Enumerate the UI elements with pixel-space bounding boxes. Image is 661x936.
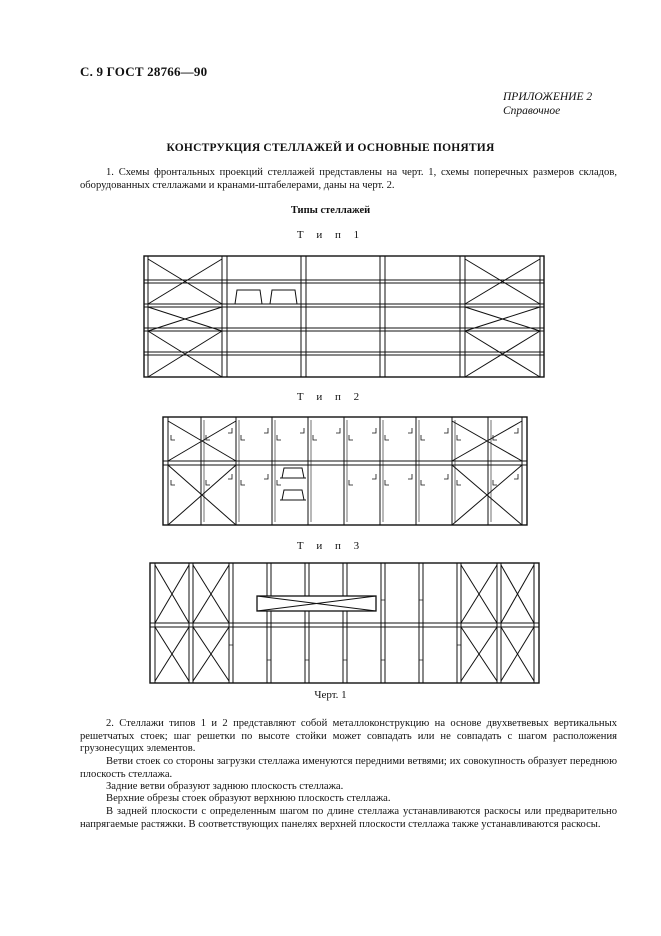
rack-type2-diagram: [163, 417, 527, 525]
paragraph-6: В задней плоскости с определенным шагом по длине стеллажа устанавливаются раскосы или предварительно напрягаемые растяжки. В соответствующих панелях верхней плоскости стеллажа также устанавливаются раскосы.: [80, 806, 617, 830]
figure-subtitle: Типы стеллажей: [290, 205, 371, 216]
type1-caption: Т и п 1: [296, 229, 365, 241]
figure-caption: Черт. 1: [314, 689, 347, 701]
paragraph-2: 2. Стеллажи типов 1 и 2 представляют собой металлоконструкцию на основе двухветвевых вертикальных решетчатых стоек; шаг решетки по высоте стойки может совпадать или не совпадать с шагом расположения грузонесущих элементов.: [80, 718, 617, 755]
rack-type3-diagram: [150, 563, 539, 683]
paragraph-4: Задние ветви образуют заднюю плоскость стеллажа.: [106, 781, 344, 792]
paragraph-5: Верхние обрезы стоек образуют верхнюю плоскость стеллажа.: [106, 793, 391, 804]
page-header: С. 9 ГОСТ 28766—90: [80, 64, 208, 79]
paragraph-3: Ветви стоек со стороны загрузки стеллажа именуются передними ветвями; их совокупность образует переднюю плоскость стеллажа.: [80, 756, 617, 780]
type2-caption: Т и п 2: [296, 391, 365, 403]
rack-type1-diagram: [144, 256, 544, 377]
appendix-label: ПРИЛОЖЕНИЕ 2: [503, 91, 593, 103]
appendix-status: Справочное: [503, 105, 561, 117]
intro-paragraph: 1. Схемы фронтальных проекций стеллажей представлены на черт. 1, схемы поперечных размеров складов, оборудованных стеллажами и кранами-штабелерами, даны на черт. 2.: [80, 167, 617, 191]
type3-caption: Т и п 3: [296, 540, 365, 552]
document-title: КОНСТРУКЦИЯ СТЕЛЛАЖЕЙ И ОСНОВНЫЕ ПОНЯТИЯ: [166, 142, 495, 154]
